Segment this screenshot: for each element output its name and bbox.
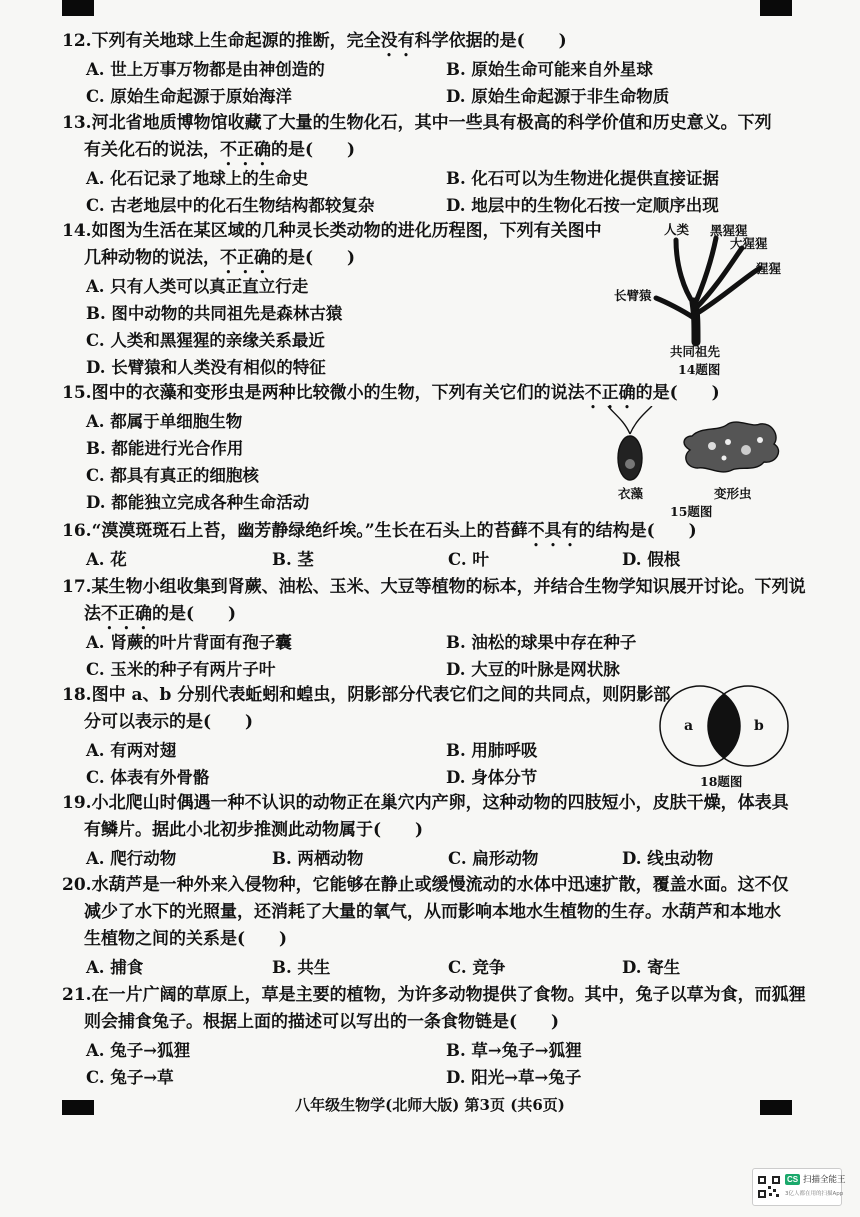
option-c[interactable]: C. 人类和黑猩猩的亲缘关系最近 [86,331,325,350]
figure-caption: 15题图 [670,504,713,519]
option-b[interactable]: B. 茎 [272,550,314,569]
question-number: 17. [62,577,92,597]
emphasis-text: 不正确 [220,140,271,160]
tree-label-gibbon: 长臂猿 [614,288,652,303]
question-21 [62,982,820,1092]
option-c[interactable]: C. 兔子→草 [86,1068,174,1087]
qr-code-icon [757,1175,781,1199]
page-footer: 八年级生物学(北师大版) 第3页 (共6页) [295,1096,565,1114]
stem-text: 河北省地质博物馆收藏了大量的生物化石，其中一些具有极高的科学价值和历史意义。下列 [91,113,772,133]
question-stem [62,872,820,899]
stem-text: 生植物之间的关系是( ) [84,929,288,949]
question-number: 14. [62,221,92,241]
emphasis-text: 不正确 [584,383,636,403]
stem-text: 图中的衣藻和变形虫是两种比较微小的生物，下列有关它们的说法 [91,383,585,403]
question-stem-line2 [62,899,820,926]
option-b[interactable]: B. 都能进行光合作用 [86,439,244,458]
option-d[interactable]: D. 都能独立完成各种生命活动 [86,493,310,512]
option-a[interactable]: A. 有两对翅 [86,741,177,760]
option-b[interactable]: B. 原始生命可能来自外星球 [446,60,653,79]
stem-text: 某生物小组收集到肾蕨、油松、玉米、大豆等植物的标本，并结合生物学知识展开讨论。下列说 [91,577,806,597]
scanner-watermark [752,1168,846,1206]
stem-text: 法 [84,604,101,624]
figure-caption: 18题图 [700,774,743,789]
option-d[interactable]: D. 寄生 [622,958,681,977]
stem-text: 有关化石的说法， [84,140,220,160]
question-12 [62,28,820,112]
emphasis-text: 不正确 [220,248,271,268]
option-a[interactable]: A. 花 [86,550,127,569]
option-d[interactable]: D. 阳光→草→兔子 [446,1068,582,1087]
option-d[interactable]: D. 假根 [622,550,681,569]
stem-text: 则会捕食兔子。根据上面的描述可以写出的一条食物链是( ) [84,1012,560,1032]
option-a[interactable]: A. 肾蕨的叶片背面有孢子囊 [86,633,292,652]
option-a[interactable]: A. 化石记录了地球上的生命史 [86,169,309,188]
scanner-tagline: 3亿人都在用的扫描App [785,1191,844,1197]
question-stem [62,790,820,817]
option-a[interactable]: A. 捕食 [86,958,144,977]
option-a[interactable]: A. 兔子→狐狸 [86,1041,191,1060]
question-number: 12. [62,31,92,51]
question-stem [62,110,820,137]
stem-text: “漠漠斑斑石上苔，幽芳静绿绝纤埃。”生长在石头上的苔藓 [91,521,528,541]
question-16 [62,518,820,574]
option-b[interactable]: B. 共生 [272,958,331,977]
stem-text: 图中 a、b 分别代表蚯蚓和蝗虫，阴影部分代表它们之间的共同点，则阴影部 [91,685,671,705]
question-number: 15. [62,383,92,403]
stem-text: 科学依据的是( ) [414,31,567,51]
stem-text: 分可以表示的是( ) [84,712,254,732]
question-stem-line2 [62,1009,820,1036]
figure-18-venn [654,684,794,792]
option-d[interactable]: D. 大豆的叶脉是网状脉 [446,660,620,679]
option-c[interactable]: C. 玉米的种子有两片子叶 [86,660,276,679]
question-number: 18. [62,685,92,705]
venn-label-b: b [754,718,764,734]
scanner-badge: CS [787,1175,799,1184]
option-d[interactable]: D. 长臂猿和人类没有相似的特征 [86,358,326,377]
question-stem [62,574,820,601]
stem-text: 的是( ) [152,604,237,624]
question-13 [62,110,820,220]
option-a[interactable]: A. 只有人类可以真正直立行走 [86,277,309,296]
question-number: 19. [62,793,92,813]
stem-text: 减少了水下的光照量，还消耗了大量的氧气，从而影响本地水生植物的生存。水葫芦和本地水 [84,902,781,922]
question-20 [62,872,820,982]
option-c[interactable]: C. 体表有外骨骼 [86,768,210,787]
stem-text: 下列有关地球上生命起源的推断，完全 [91,31,381,51]
question-19 [62,790,820,874]
question-stem [62,982,820,1009]
option-b[interactable]: B. 油松的球果中存在种子 [446,633,637,652]
registration-mark-top-left [62,0,94,16]
question-number: 13. [62,113,92,133]
tree-label-chimpanzee: 黑猩猩 [710,223,748,238]
stem-text: 的是( ) [271,140,356,160]
tree-label-orangutan: 猩猩 [756,261,782,276]
stem-text: 如图为生活在某区域的几种灵长类动物的进化历程图，下列有关图中 [91,221,602,241]
figure-caption: 14题图 [678,362,721,377]
option-b[interactable]: B. 草→兔子→狐狸 [446,1041,582,1060]
option-a[interactable]: A. 都属于单细胞生物 [86,412,243,431]
tree-label-human: 人类 [664,222,690,237]
option-c[interactable]: C. 叶 [448,550,489,569]
question-17 [62,574,820,684]
option-d[interactable]: D. 线虫动物 [622,849,714,868]
option-b[interactable]: B. 图中动物的共同祖先是森林古猿 [86,304,343,323]
figure-label-amoeba: 变形虫 [714,486,752,501]
emphasis-text: 不具有 [527,521,579,541]
stem-text: 的是( ) [271,248,356,268]
registration-mark-top-right [760,0,792,16]
option-c[interactable]: C. 竞争 [448,958,506,977]
venn-label-a: a [684,718,694,734]
tree-label-common-ancestor: 共同祖先 [670,344,721,359]
figure-15-microorganisms [600,406,800,518]
question-number: 21. [62,985,92,1005]
stem-text: 的结构是( ) [578,521,697,541]
option-a[interactable]: A. 爬行动物 [86,849,177,868]
stem-text: 小北爬山时偶遇一种不认识的动物正在巢穴内产卵，这种动物的四肢短小，皮肤干燥，体表具 [91,793,789,813]
stem-text: 有鳞片。据此小北初步推测此动物属于( ) [84,820,424,840]
question-number: 16. [62,521,92,541]
question-number: 20. [62,875,92,895]
option-d[interactable]: D. 身体分节 [446,768,538,787]
option-c[interactable]: C. 扁形动物 [448,849,539,868]
question-stem-line2 [62,817,820,844]
option-b[interactable]: B. 两栖动物 [272,849,364,868]
figure-label-chlamydomonas: 衣藻 [618,486,644,501]
option-b[interactable]: B. 化石可以为生物进化提供直接证据 [446,169,719,188]
microorganism-drawing [600,406,800,486]
option-d[interactable]: D. 原始生命起源于非生命物质 [446,87,670,106]
option-a[interactable]: A. 世上万事万物都是由神创造的 [86,60,325,79]
venn-diagram [654,684,794,768]
stem-text: 在一片广阔的草原上，草是主要的植物，为许多动物提供了食物。其中，兔子以草为食，而狐狸 [91,985,806,1005]
question-stem [62,518,820,551]
option-c[interactable]: C. 原始生命起源于原始海洋 [86,87,292,106]
option-c[interactable]: C. 古老地层中的化石生物结构都较复杂 [86,196,375,215]
stem-text: 水葫芦是一种外来入侵物种，它能够在静止或缓慢流动的水体中迅速扩散，覆盖水面。这不仅 [91,875,789,895]
stem-text: 几种动物的说法， [84,248,220,268]
tree-label-gorilla: 大猩猩 [730,236,768,251]
question-stem-line3 [62,926,820,953]
option-b[interactable]: B. 用肺呼吸 [446,741,538,760]
option-c[interactable]: C. 都具有真正的细胞核 [86,466,259,485]
emphasis-text: 不正确 [101,604,152,624]
option-d[interactable]: D. 地层中的生物化石按一定顺序出现 [446,196,719,215]
stem-text: 的是( ) [635,383,720,403]
figure-14-evolution-tree [612,218,812,378]
emphasis-text: 没有 [380,31,415,51]
scanner-brand: 扫描全能王 [803,1175,846,1185]
